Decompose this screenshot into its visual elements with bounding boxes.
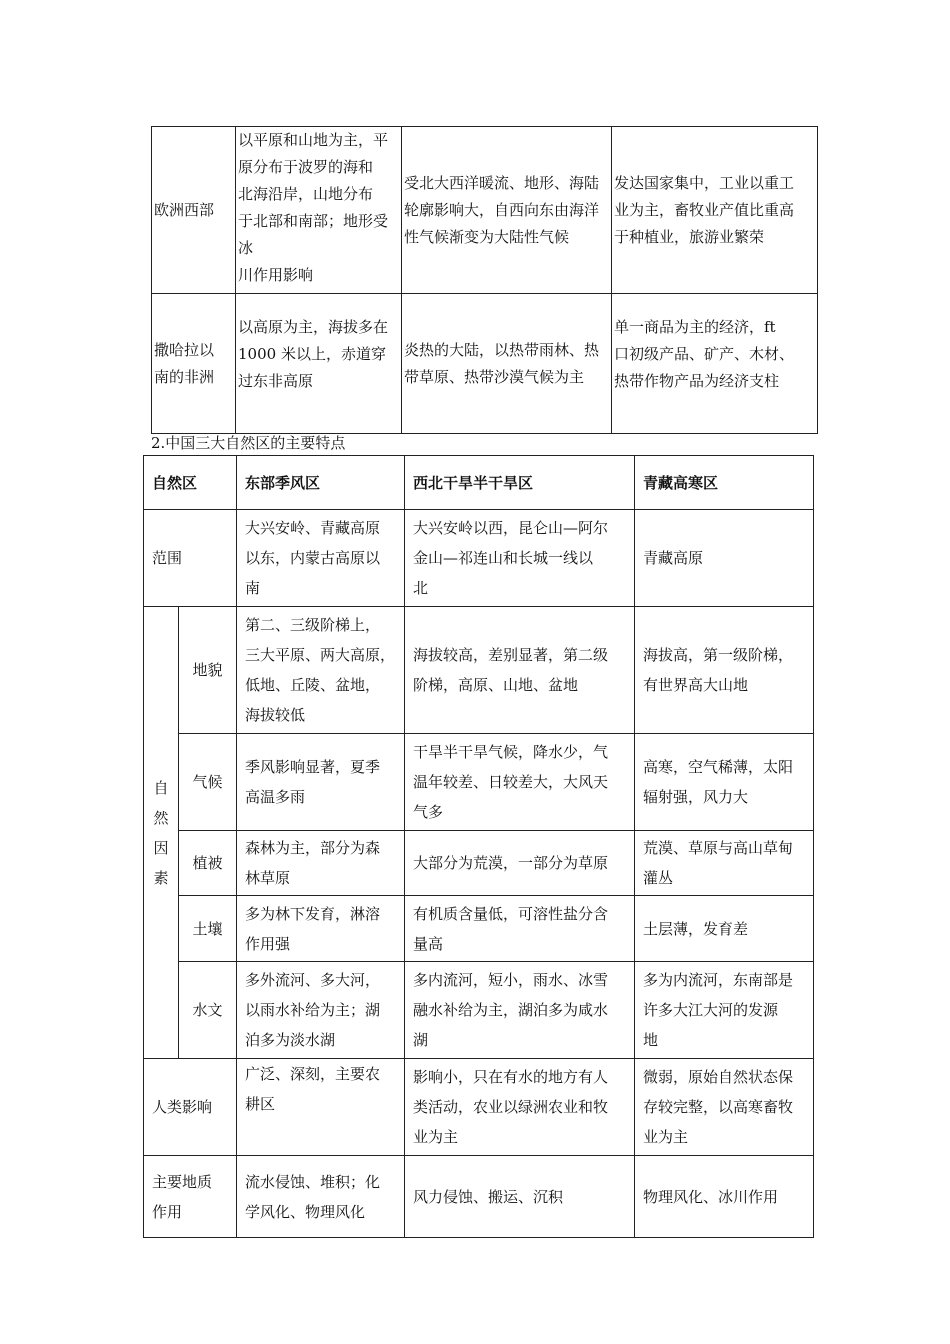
text-line: 高寒，空气稀薄，太阳 — [643, 758, 794, 776]
text-line: 广泛、深刻，主要农 — [245, 1065, 381, 1083]
text-line: 于种植业，旅游业繁荣 — [614, 227, 765, 246]
text-line: 高温多雨 — [245, 788, 306, 806]
text-line: 量高 — [413, 934, 444, 953]
text-line: 主要地质 — [152, 1172, 213, 1191]
text-line: 业为主 — [643, 1128, 689, 1146]
text-line: 业为主 — [413, 1128, 459, 1146]
terrain-cell — [236, 127, 402, 294]
text-line: 温年较差、日较差大，大风天 — [413, 773, 609, 791]
region-cell — [152, 294, 236, 434]
text-line: 1000 米以上，赤道穿 — [238, 345, 386, 363]
row-label-landform: 地貌 — [179, 607, 237, 734]
text-line: 海拔高，第一级阶梯， — [643, 646, 794, 664]
text-line: 干旱半干旱气候，降水少，气 — [413, 743, 609, 761]
header-east-monsoon: 东部季风区 — [237, 456, 405, 510]
region-cell: 欧洲西部 — [152, 127, 236, 294]
natural-factors-label — [144, 607, 179, 1059]
text-line: 以东，内蒙古高原以 — [245, 549, 381, 567]
text-line: 炎热的大陆，以热带雨林、热 — [404, 340, 600, 359]
text-line: 耕区 — [245, 1095, 276, 1113]
cell-east — [237, 831, 405, 896]
text-line: 带草原、热带沙漠气候为主 — [404, 367, 585, 386]
text-line: 多内流河，短小，雨水、冰雪 — [413, 971, 609, 989]
europe-africa-table — [151, 126, 818, 434]
text-line: 过东非高原 — [238, 372, 314, 390]
row-label-vegetation: 植被 — [179, 831, 237, 896]
text-line: 微弱，原始自然状态保 — [643, 1068, 794, 1086]
cell-tibet — [635, 1059, 814, 1156]
text-line: 冰 — [238, 239, 254, 257]
text-line: 有世界高大山地 — [643, 676, 749, 694]
text-line: 业为主，畜牧业产值比重高 — [614, 200, 795, 219]
cell-tibet — [635, 734, 814, 831]
text-line: 湖 — [413, 1031, 429, 1049]
cell-northwest — [405, 896, 635, 962]
text-line: 于北部和南部；地形受 — [238, 212, 389, 230]
text-line: 北 — [413, 579, 429, 597]
text-line: 南 — [245, 579, 261, 597]
text-line: 林草原 — [245, 869, 291, 887]
economy-cell — [612, 127, 818, 294]
cell-tibet — [635, 962, 814, 1059]
terrain-cell — [236, 294, 402, 434]
header-tibet-alpine: 青藏高寒区 — [635, 456, 814, 510]
cell-east — [237, 510, 405, 607]
text-line: 作用强 — [245, 934, 291, 953]
text-line: 性气候渐变为大陆性气候 — [404, 227, 570, 246]
text-line: 灌丛 — [643, 869, 674, 887]
text-line: 北海沿岸，山地分布 — [238, 185, 374, 203]
text-line: 原分布于波罗的海和 — [238, 158, 374, 176]
china-natural-regions-table — [143, 455, 814, 1238]
text-line: 以平原和山地为主，平 — [238, 131, 389, 149]
text-line: 低地、丘陵、盆地， — [245, 676, 381, 694]
text-line: 海拔较高，差别显著，第二级 — [413, 646, 609, 664]
cell-tibet: 青藏高原 — [635, 510, 814, 607]
text-line: 泊多为淡水湖 — [245, 1031, 336, 1049]
cell-northwest — [405, 734, 635, 831]
cell-northwest — [405, 510, 635, 607]
text-line: 学风化、物理风化 — [245, 1202, 366, 1221]
cell-tibet — [635, 831, 814, 896]
text-line: 融水补给为主，湖泊多为咸水 — [413, 1001, 609, 1019]
text-line: 海拔较低 — [245, 706, 306, 724]
cell-northwest: 大部分为荒漠，一部分为草原 — [405, 831, 635, 896]
text-char: 然 — [153, 808, 169, 827]
cell-east — [237, 962, 405, 1059]
cell-east — [237, 607, 405, 734]
text-line: 作用 — [152, 1202, 183, 1221]
row-label-soil: 土壤 — [179, 896, 237, 962]
cell-northwest — [405, 1059, 635, 1156]
text-line: 大兴安岭、青藏高原 — [245, 519, 381, 537]
header-northwest-arid: 西北干旱半干旱区 — [405, 456, 635, 510]
text-line: 轮廓影响大，自西向东由海洋 — [404, 200, 600, 219]
row-label-climate: 气候 — [179, 734, 237, 831]
climate-cell — [402, 294, 612, 434]
text-line: 影响小，只在有水的地方有人 — [413, 1068, 609, 1086]
text-line: 以雨水补给为主；湖 — [245, 1001, 381, 1019]
cell-tibet: 物理风化、冰川作用 — [635, 1156, 814, 1238]
text-line: 口初级产品、矿产、木材、 — [614, 345, 795, 363]
text-line: 南的非洲 — [154, 367, 215, 386]
text-line: 流水侵蚀、堆积；化 — [245, 1172, 381, 1191]
text-line: 森林为主，部分为森 — [245, 839, 381, 857]
text-line: 热带作物产品为经济支柱 — [614, 372, 780, 390]
text-line: 地 — [643, 1031, 659, 1049]
text-line: 季风影响显著，夏季 — [245, 758, 381, 776]
text-line: 川作用影响 — [238, 266, 314, 284]
text-char: 素 — [153, 868, 169, 887]
section-caption: 2.中国三大自然区的主要特点 — [151, 434, 346, 452]
row-label-human-impact: 人类影响 — [144, 1059, 237, 1156]
cell-northwest — [405, 962, 635, 1059]
cell-northwest — [405, 607, 635, 734]
text-line: 荒漠、草原与高山草甸 — [643, 839, 794, 857]
text-line: 许多大江大河的发源 — [643, 1001, 779, 1019]
text-line: 以高原为主，海拔多在 — [238, 318, 389, 336]
climate-cell — [402, 127, 612, 294]
text-line: 辐射强，风力大 — [643, 788, 749, 806]
row-label-scope: 范围 — [144, 510, 237, 607]
cell-east — [237, 734, 405, 831]
text-line: 撒哈拉以 — [154, 340, 215, 359]
text-line: 金山—祁连山和长城一线以 — [413, 549, 594, 567]
text-line: 第二、三级阶梯上， — [245, 616, 381, 634]
text-line: 大兴安岭以西，昆仑山—阿尔 — [413, 519, 609, 537]
cell-east — [237, 1059, 405, 1156]
text-line: 单一商品为主的经济，ft — [614, 318, 776, 336]
text-char: 自 — [153, 778, 169, 797]
cell-northwest: 风力侵蚀、搬运、沉积 — [405, 1156, 635, 1238]
row-label-geology — [144, 1156, 237, 1238]
text-char: 因 — [153, 838, 169, 857]
text-line: 受北大西洋暖流、地形、海陆 — [404, 173, 600, 192]
cell-east — [237, 1156, 405, 1238]
text-line: 多为内流河，东南部是 — [643, 971, 794, 989]
text-line: 存较完整，以高寒畜牧 — [643, 1098, 794, 1116]
text-line: 多为林下发育，淋溶 — [245, 904, 381, 923]
text-line: 发达国家集中，工业以重工 — [614, 173, 795, 192]
cell-tibet — [635, 607, 814, 734]
header-natural-region: 自然区 — [144, 456, 237, 510]
row-label-hydrology: 水文 — [179, 962, 237, 1059]
economy-cell — [612, 294, 818, 434]
text-line: 三大平原、两大高原， — [245, 646, 396, 664]
text-line: 阶梯，高原、山地、盆地 — [413, 676, 579, 694]
text-line: 类活动，农业以绿洲农业和牧 — [413, 1098, 609, 1116]
text-line: 多外流河、多大河， — [245, 971, 381, 989]
text-line: 气多 — [413, 803, 444, 821]
cell-east — [237, 896, 405, 962]
cell-tibet: 土层薄，发育差 — [635, 896, 814, 962]
text-line: 有机质含量低，可溶性盐分含 — [413, 904, 609, 923]
